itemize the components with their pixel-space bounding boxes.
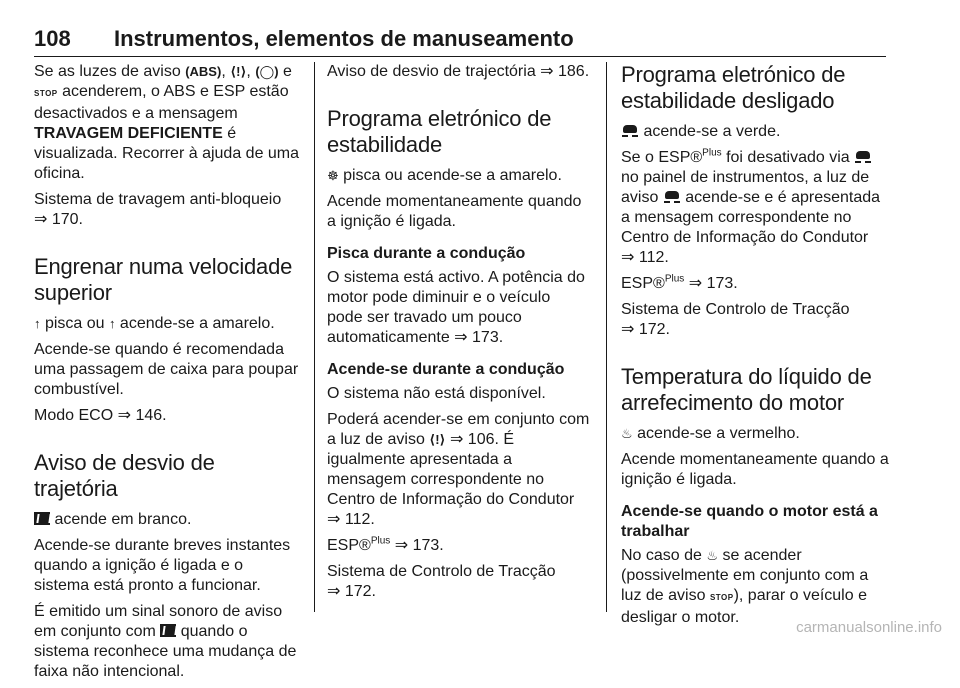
traction-control-reference: Sistema de Controlo de Tracção ⇒ 172.: [621, 301, 850, 338]
abs-icon: (ABS): [185, 64, 222, 79]
heading-esp-off: Programa eletrónico de estabilidade desligado: [621, 62, 846, 113]
esp-off-icon: [663, 190, 681, 203]
lane-departure-sound: É emitido um sinal sonoro de aviso em conjunto com quando o sistema reconhece uma mudança de faixa não intencional.: [34, 603, 297, 680]
lane-departure-description: Acende-se durante breves instantes quando a ignição é ligada e o sistema está pronto a funcionar.: [34, 537, 291, 594]
lit-description: O sistema não está disponível.: [327, 385, 546, 402]
esp-plus-reference: ESP®$^{Plus}$ ⇒ 173.: [621, 273, 738, 292]
page-header: [34, 22, 886, 57]
upshift-icon: ↑: [108, 316, 116, 331]
esp-off-icon: [621, 124, 639, 137]
page-number: 108: [34, 26, 71, 51]
coolant-description: Acende momentaneamente quando a ignição é ligada.: [621, 451, 889, 488]
traction-control-reference: Sistema de Controlo de Tracção ⇒ 172.: [327, 563, 556, 600]
esp-off-icon: [854, 150, 872, 163]
esp-plus-reference: ESP®$^{Plus}$ ⇒ 173.: [327, 535, 444, 554]
lane-departure-icon: [160, 624, 176, 637]
heading-coolant-temperature: Temperatura do líquido de arrefecimento do motor: [621, 364, 872, 415]
coolant-temperature-icon: ♨: [621, 426, 633, 441]
eco-mode-reference: Modo ECO ⇒ 146.: [34, 407, 167, 424]
coolant-temperature-icon: ♨: [706, 548, 719, 563]
abs-reference: Sistema de travagem anti-bloqueio ⇒ 170.: [34, 191, 282, 228]
engine-running-paragraph: No caso de ♨ se acender (possivelmente em conjunto com a luz de aviso STOP), parar o veículo e desligar o motor.: [621, 547, 869, 626]
lane-departure-paragraph: acende em branco.: [34, 510, 302, 530]
lane-departure-icon: [34, 512, 50, 525]
page-title: Instrumentos, elementos de manuseamento: [114, 26, 574, 51]
coolant-paragraph: ♨ acende-se a vermelho.: [621, 425, 800, 442]
heading-blinks-while-driving: Pisca durante a condução: [327, 245, 526, 262]
stop-icon: STOP: [709, 593, 734, 602]
gear-shift-paragraph: ↑ pisca ou ↑ acende-se a amarelo.: [34, 315, 275, 332]
lit-description-2: Poderá acender-se em conjunto com a luz de aviso ⟨!⟩ ⇒ 106. É igualmente apresentada a mensagem correspondente no Centro de Informação do Condutor ⇒ 112.: [327, 411, 590, 528]
column-divider: [606, 62, 607, 612]
abs-warning-paragraph: Se as luzes de aviso (ABS), ⟨!⟩, (◯) e STOP acenderem, o ABS e ESP estão desactivados e a mensagem TRAVAGEM DEFICIENTE é visualizada. Recorrer à ajuda de uma oficina.: [34, 63, 300, 182]
esp-description: Acende momentaneamente quando a ignição é ligada.: [327, 193, 582, 230]
heading-gear-shift: Engrenar numa velocidade superior: [34, 254, 293, 305]
brake-warning-icon: ⟨!⟩: [429, 432, 446, 447]
esp-off-description: Se o ESP®$^{Plus}$ foi desativado via no painel de instrumentos, a luz de aviso acende-se e é apresentada a mensagem correspondente no Centro de Informação do Condutor ⇒ 112.: [621, 147, 881, 266]
esp-icon: ☸: [327, 168, 339, 183]
heading-lit-while-driving: Acende-se durante a condução: [327, 361, 565, 378]
watermark: carmanualsonline.info: [796, 619, 942, 636]
column-divider: [314, 62, 315, 612]
stop-icon: STOP: [34, 89, 58, 98]
heading-lane-departure: Aviso de desvio de trajetória: [34, 450, 215, 501]
column-2: [327, 62, 590, 608]
upshift-icon: ↑: [34, 316, 41, 331]
esp-paragraph: ☸ pisca ou acende-se a amarelo.: [327, 167, 562, 184]
heading-engine-running: Acende-se quando o motor está a trabalhar: [621, 503, 878, 540]
brake-circle-icon: (◯): [255, 64, 279, 79]
column-1: [34, 62, 302, 688]
blinks-description: O sistema está activo. A potência do motor pode diminuir e o veículo pode ser travado um pouco automaticamente ⇒ 173.: [327, 269, 585, 346]
gear-shift-description: Acende-se quando é recomendada uma passagem de caixa para poupar combustível.: [34, 341, 299, 398]
heading-esp: Programa eletrónico de estabilidade: [327, 106, 552, 157]
column-3: [621, 62, 889, 634]
brake-warning-icon: ⟨!⟩: [230, 64, 247, 79]
lane-departure-reference: Aviso de desvio de trajectória ⇒ 186.: [327, 63, 590, 80]
esp-off-paragraph: acende-se a verde.: [621, 122, 889, 142]
